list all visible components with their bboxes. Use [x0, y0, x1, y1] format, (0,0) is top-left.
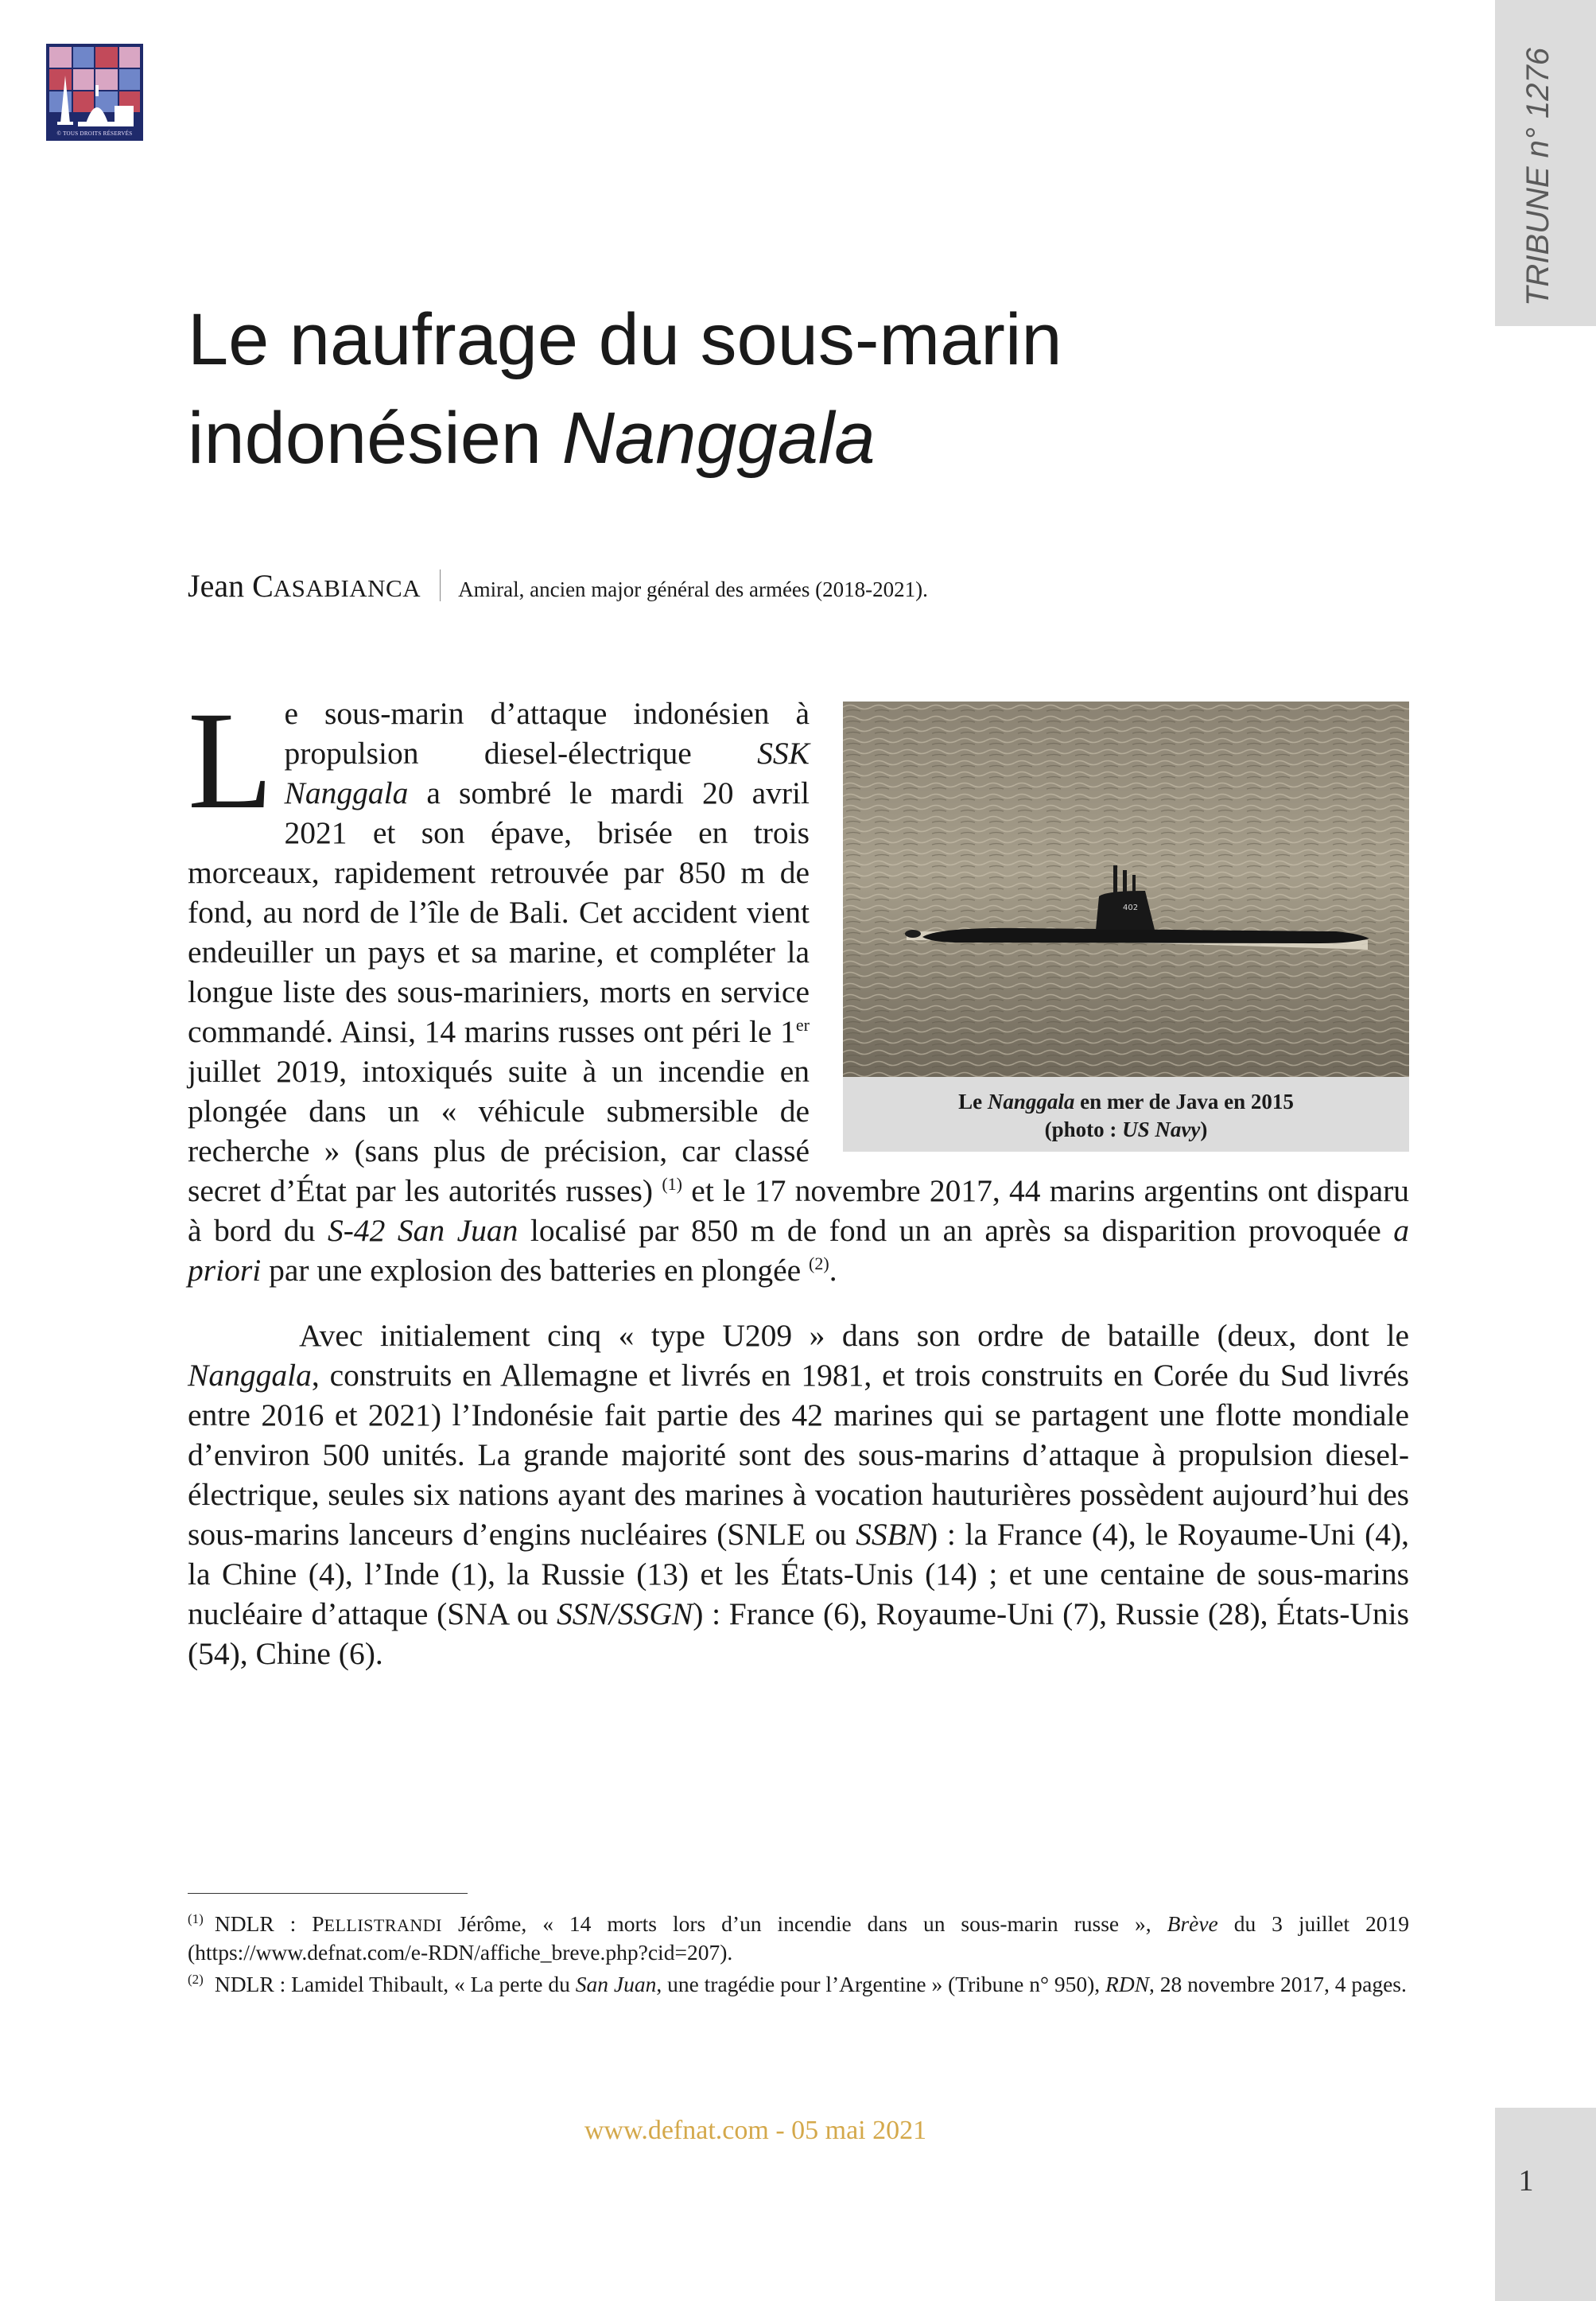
paragraph-2: Avec initialement cinq « type U209 » dans son ordre de bataille (deux, dont le Nanggala, construits en Allemagne et livrés en 1981, et trois construits en Corée du Sud livrés entre 2016 et 2021) l’Indonésie fait partie des 42 marines qui se partagent une flotte mondiale d’environ 500 unités. La grande majorité sont des sous-marins d’attaque à propulsion diesel-électrique, seules six nations ayant des marines à vocation hauturières possèdent aujourd’hui des sous-marins lanceurs d’engins nucléaires (SNLE ou SSBN) : la France (4), le Royaume-Uni (4), la Chine (4), l’Inde (1), la Russie (13) et les États-Unis (14) ; et une centaine de sous-marins nucléaire d’attaque (SNA ou SSN/SSGN) : France (6), Royaume-Uni (7), Russie (28), États-Unis (54), Chine (6).	[188, 1318, 1409, 1671]
title-line-2-prefix: indonésien	[188, 398, 562, 479]
hull-number: 402	[1123, 904, 1139, 912]
drop-cap: L	[188, 683, 274, 838]
footer-url-date[interactable]: www.defnat.com - 05 mai 2021	[584, 2116, 927, 2145]
footnote-2: $^{(2)}$ NDLR : Lamidel Thibault, « La perte du San Juan, une tragédie pour l’Argentine » (Tribune n° 950), RDN, 28 novembre 2017, 4 pages.	[188, 1972, 1407, 1996]
author-name: Jean CASABIANCA	[188, 568, 421, 604]
paragraph-1: Le sous-marin d’attaque indonésien à propulsion diesel-électrique SSK Nanggala a sombré le mardi 20 avril 2021 et son épave, brisée en trois morceaux, rapidement retrouvée par 850 m de fond, au nord de l’île de Bali. Cet accident vient endeuiller un pays et sa marine, et compléter la longue liste des sous-mariniers, morts en service commandé. Ainsi, 14 marins russes ont péri le 1er juillet 2019, intoxiqués suite à un incendie en plongée dans un « véhicule submersible de recherche » (sans plus de précision, car classé secret d’État par les autorités russes) $^{(1)}$ et le 17 novembre 2017, 44 marins argentins ont disparu à bord du S-42 San Juan localisé par 850 m de fond un an après sa disparition provoquée a priori par une explosion des batteries en plongée $^{(2)}$.	[188, 683, 1410, 1288]
rdn-logo	[46, 44, 143, 141]
submarine-photo	[843, 702, 1409, 1077]
title-line-1: Le naufrage du sous-marin	[188, 299, 1062, 380]
article-title	[188, 290, 1341, 488]
author-line	[188, 567, 1460, 615]
article-body	[188, 683, 1410, 1673]
figure	[843, 702, 1409, 1152]
footnote-ref-1[interactable]: (1)	[662, 1174, 682, 1194]
author-separator	[440, 569, 441, 601]
author-role: Amiral, ancien major général des armées (2018-2021).	[458, 577, 928, 601]
footnote-ref-2[interactable]: (2)	[809, 1254, 829, 1273]
footnotes	[188, 1906, 1409, 1998]
logo-caption: © TOUS DROITS RÉSERVÉS	[46, 127, 143, 140]
footnote-1: $^{(1)}$ NDLR : PELLISTRANDI Jérôme, « 14 morts lors d’un incendie dans un sous-marin russe », Brève du 3 juillet 2019 (https://www.defnat.com/e-RDN/affiche_breve.php?cid=207).	[188, 1911, 1409, 1965]
tribune-number: TRIBUNE n° 1276	[1520, 47, 1555, 306]
footnote-1-link[interactable]: du 3 juillet 2019 (https://www.defnat.com/e-RDN/affiche_breve.php?cid=207).	[188, 1911, 1409, 1965]
page-number: 1	[1518, 2164, 1534, 2198]
page-tab	[1495, 2108, 1596, 2301]
title-line-2-italic: Nanggala	[561, 398, 876, 479]
figure-caption: Le Nanggala en mer de Java en 2015 (photo : US Navy)	[843, 1077, 1409, 1152]
footnote-rule	[188, 1893, 468, 1894]
